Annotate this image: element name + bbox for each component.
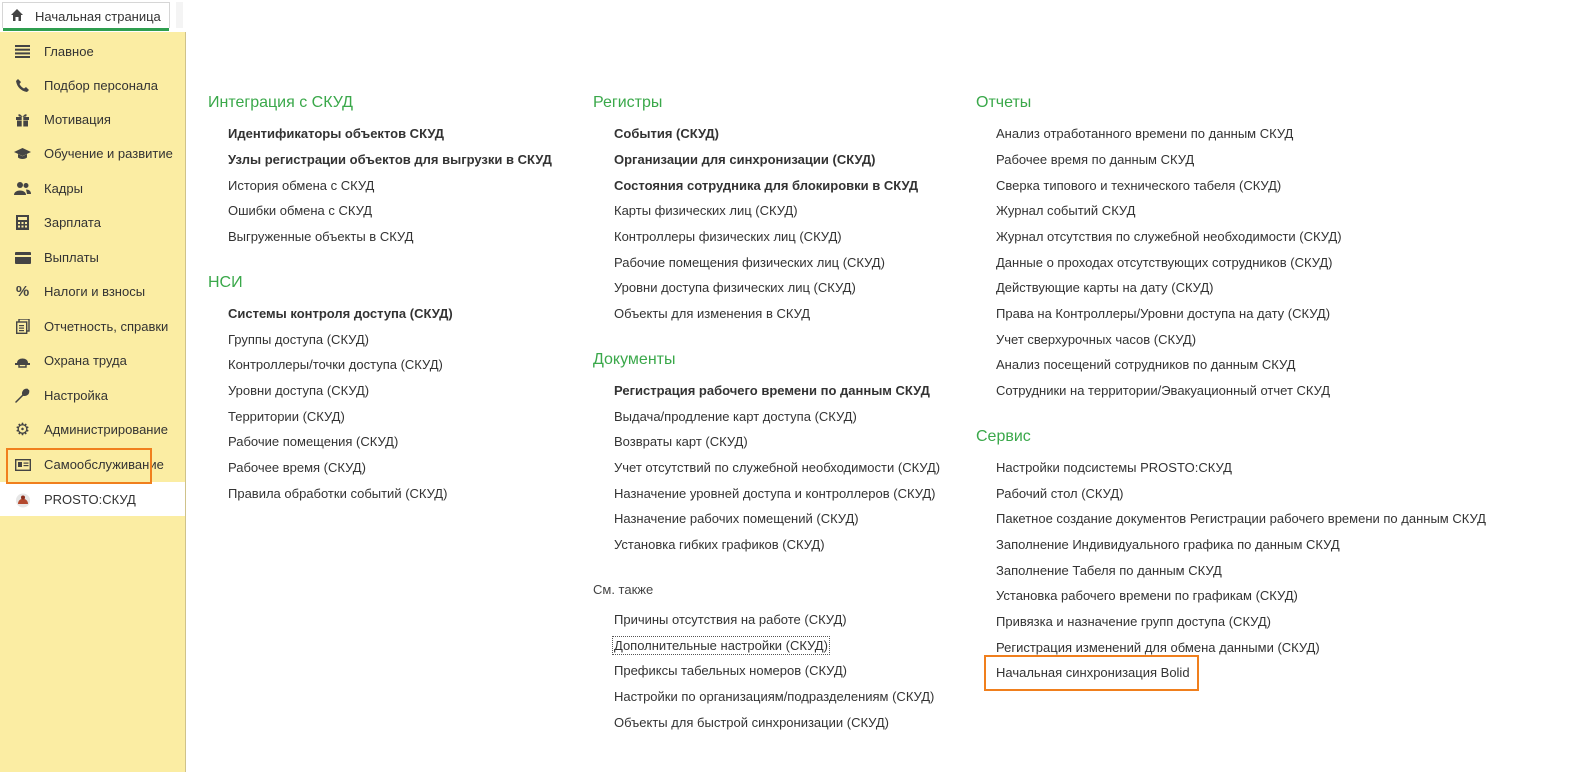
sidebar-item-prosto-skud[interactable] [0,482,185,516]
link-employee-states[interactable]: Состояния сотрудника для блокировки в СКУД [614,178,919,193]
link-access-group-binding[interactable]: Привязка и назначение групп доступа (СКУД) [996,614,1271,629]
sidebar [0,32,186,772]
link-access-control-systems[interactable]: Системы контроля доступа (СКУД) [228,306,453,321]
prosto-logo-icon [14,491,31,508]
link-access-groups[interactable]: Группы доступа (СКУД) [228,332,369,347]
link-work-time[interactable]: Рабочее время (СКУД) [228,460,366,475]
link-person-controllers[interactable]: Контроллеры физических лиц (СКУД) [614,229,842,244]
sidebar-item-label: Главное [44,44,94,59]
link-desktop[interactable]: Рабочий стол (СКУД) [996,486,1124,501]
link-subsystem-settings[interactable]: Настройки подсистемы PROSTO:СКУД [996,460,1232,475]
top-tab-bar [0,0,1588,32]
sidebar-item-salary[interactable] [0,205,185,239]
sidebar-item-label: Налоги и взносы [44,284,146,299]
wallet-icon [14,249,31,266]
link-assign-rooms[interactable]: Назначение рабочих помещений (СКУД) [614,511,859,526]
hard-hat-icon [14,352,31,369]
sidebar-item-taxes[interactable] [0,274,185,308]
link-exported-objects[interactable]: Выгруженные объекты в СКУД [228,229,414,244]
link-controllers[interactable]: Контроллеры/точки доступа (СКУД) [228,357,443,372]
sidebar-item-label: Кадры [44,181,83,196]
section-title-reports: Отчеты [976,94,1032,111]
gear-icon: ⚙ [14,419,31,439]
sidebar-item-label: Отчетность, справки [44,319,169,334]
link-batch-create[interactable]: Пакетное создание документов Регистрации рабочего времени по данным СКУД [996,511,1486,526]
link-objects-to-change[interactable]: Объекты для изменения в СКУД [614,306,811,321]
home-tab[interactable] [2,2,170,28]
sidebar-item-label: Мотивация [44,112,111,127]
sidebar-item-label: Охрана труда [44,353,127,368]
link-object-identifiers[interactable]: Идентификаторы объектов СКУД [228,126,445,141]
link-number-prefixes[interactable]: Префиксы табельных номеров (СКУД) [614,663,847,678]
home-tab-label: Начальная страница [35,9,161,24]
link-person-rooms[interactable]: Рабочие помещения физических лиц (СКУД) [614,255,885,270]
link-timesheet-reconciliation[interactable]: Сверка типового и технического табеля (СКУД) [996,178,1282,193]
link-set-worktime-by-schedule[interactable]: Установка рабочего времени по графикам (СКУД) [996,588,1298,603]
link-registration-nodes[interactable]: Узлы регистрации объектов для выгрузки в СКУД [228,152,552,167]
link-additional-settings[interactable]: Дополнительные настройки (СКУД) [614,638,828,653]
link-event-rules[interactable]: Правила обработки событий (СКУД) [228,486,448,501]
link-worktime-registration[interactable]: Регистрация рабочего времени по данным СКУД [614,383,930,398]
sidebar-item-label: Выплаты [44,250,99,265]
tab-active-indicator [3,28,169,31]
link-territories[interactable]: Территории (СКУД) [228,409,345,424]
home-icon [10,8,24,22]
link-org-settings[interactable]: Настройки по организациям/подразделениям (СКУД) [614,689,935,704]
sidebar-item-label: PROSTO:СКУД [44,492,136,507]
sidebar-item-motivation[interactable] [0,102,185,136]
link-change-registration[interactable]: Регистрация изменений для обмена данными (СКУД) [996,640,1320,655]
sidebar-item-label: Администрирование [44,422,168,437]
sidebar-item-label: Зарплата [44,215,101,230]
sidebar-item-label: Настройка [44,388,108,403]
percent-icon: % [15,283,30,300]
see-also-label: См. также [593,582,654,597]
link-access-levels[interactable]: Уровни доступа (СКУД) [228,383,370,398]
list-icon [14,43,31,60]
sidebar-item-main[interactable] [0,34,185,68]
link-evacuation-report[interactable]: Сотрудники на территории/Эвакуационный отчет СКУД [996,383,1331,398]
section-title-registers: Регистры [593,94,663,111]
link-controller-rights[interactable]: Права на Контроллеры/Уровни доступа на дату (СКУД) [996,306,1331,321]
sidebar-item-recruiting[interactable] [0,68,185,102]
link-sync-organizations[interactable]: Организации для синхронизации (СКУД) [614,152,876,167]
link-bolid-initial-sync[interactable]: Начальная синхронизация Bolid [996,665,1190,680]
id-card-icon [14,456,31,473]
link-assign-access-levels[interactable]: Назначение уровней доступа и контроллеров (СКУД) [614,486,936,501]
link-fill-timesheet[interactable]: Заполнение Табеля по данным СКУД [996,563,1222,578]
sidebar-item-reports[interactable] [0,309,185,343]
sidebar-item-training[interactable] [0,136,185,170]
link-flexible-schedules[interactable]: Установка гибких графиков (СКУД) [614,537,825,552]
sidebar-item-label: Подбор персонала [44,78,158,93]
section-title-documents: Документы [593,351,676,368]
gift-icon [14,111,31,128]
link-attendance-analysis[interactable]: Анализ посещений сотрудников по данным СКУД [996,357,1296,372]
link-absence-accounting[interactable]: Учет отсутствий по служебной необходимости (СКУД) [614,460,941,475]
link-card-returns[interactable]: Возвраты карт (СКУД) [614,434,748,449]
sidebar-item-payments[interactable] [0,240,185,274]
link-exchange-errors[interactable]: Ошибки обмена с СКУД [228,203,373,218]
link-absence-reasons[interactable]: Причины отсутствия на работе (СКУД) [614,612,847,627]
calculator-icon [14,214,31,231]
section-title-service: Сервис [976,428,1031,445]
phone-icon [14,77,31,94]
link-fill-individual-schedule[interactable]: Заполнение Индивидуального графика по данным СКУД [996,537,1340,552]
graduation-cap-icon [14,145,31,162]
link-overtime[interactable]: Учет сверхурочных часов (СКУД) [996,332,1197,347]
wrench-icon [14,387,31,404]
section-title-nsi: НСИ [208,274,243,291]
sidebar-item-label: Обучение и развитие [44,146,173,161]
link-work-time-report[interactable]: Рабочее время по данным СКУД [996,152,1195,167]
documents-icon [14,318,31,335]
link-absence-log[interactable]: Журнал отсутствия по служебной необходимости (СКУД) [996,229,1342,244]
link-worked-time-analysis[interactable]: Анализ отработанного времени по данным СКУД [996,126,1294,141]
link-person-cards[interactable]: Карты физических лиц (СКУД) [614,203,798,218]
link-fast-sync-objects[interactable]: Объекты для быстрой синхронизации (СКУД) [614,715,889,730]
sidebar-item-settings[interactable] [0,378,185,412]
sidebar-item-personnel[interactable] [0,171,185,205]
sidebar-item-administration[interactable] [0,412,185,446]
link-card-issue[interactable]: Выдача/продление карт доступа (СКУД) [614,409,857,424]
link-work-rooms[interactable]: Рабочие помещения (СКУД) [228,434,399,449]
main-content [187,32,1588,772]
link-exchange-history[interactable]: История обмена с СКУД [228,178,375,193]
sidebar-item-label: Самообслуживание [44,457,164,472]
link-active-cards[interactable]: Действующие карты на дату (СКУД) [996,280,1214,295]
sidebar-item-self-service[interactable] [0,447,185,481]
link-event-log[interactable]: Журнал событий СКУД [996,203,1136,218]
tab-bar-spacer [176,2,183,28]
link-absent-passes[interactable]: Данные о проходах отсутствующих сотрудников (СКУД) [996,255,1333,270]
sidebar-item-labor-safety[interactable] [0,343,185,377]
link-person-access-levels[interactable]: Уровни доступа физических лиц (СКУД) [614,280,856,295]
link-events[interactable]: События (СКУД) [614,126,720,141]
section-title-integration: Интеграция с СКУД [208,94,354,111]
people-icon [14,180,31,197]
